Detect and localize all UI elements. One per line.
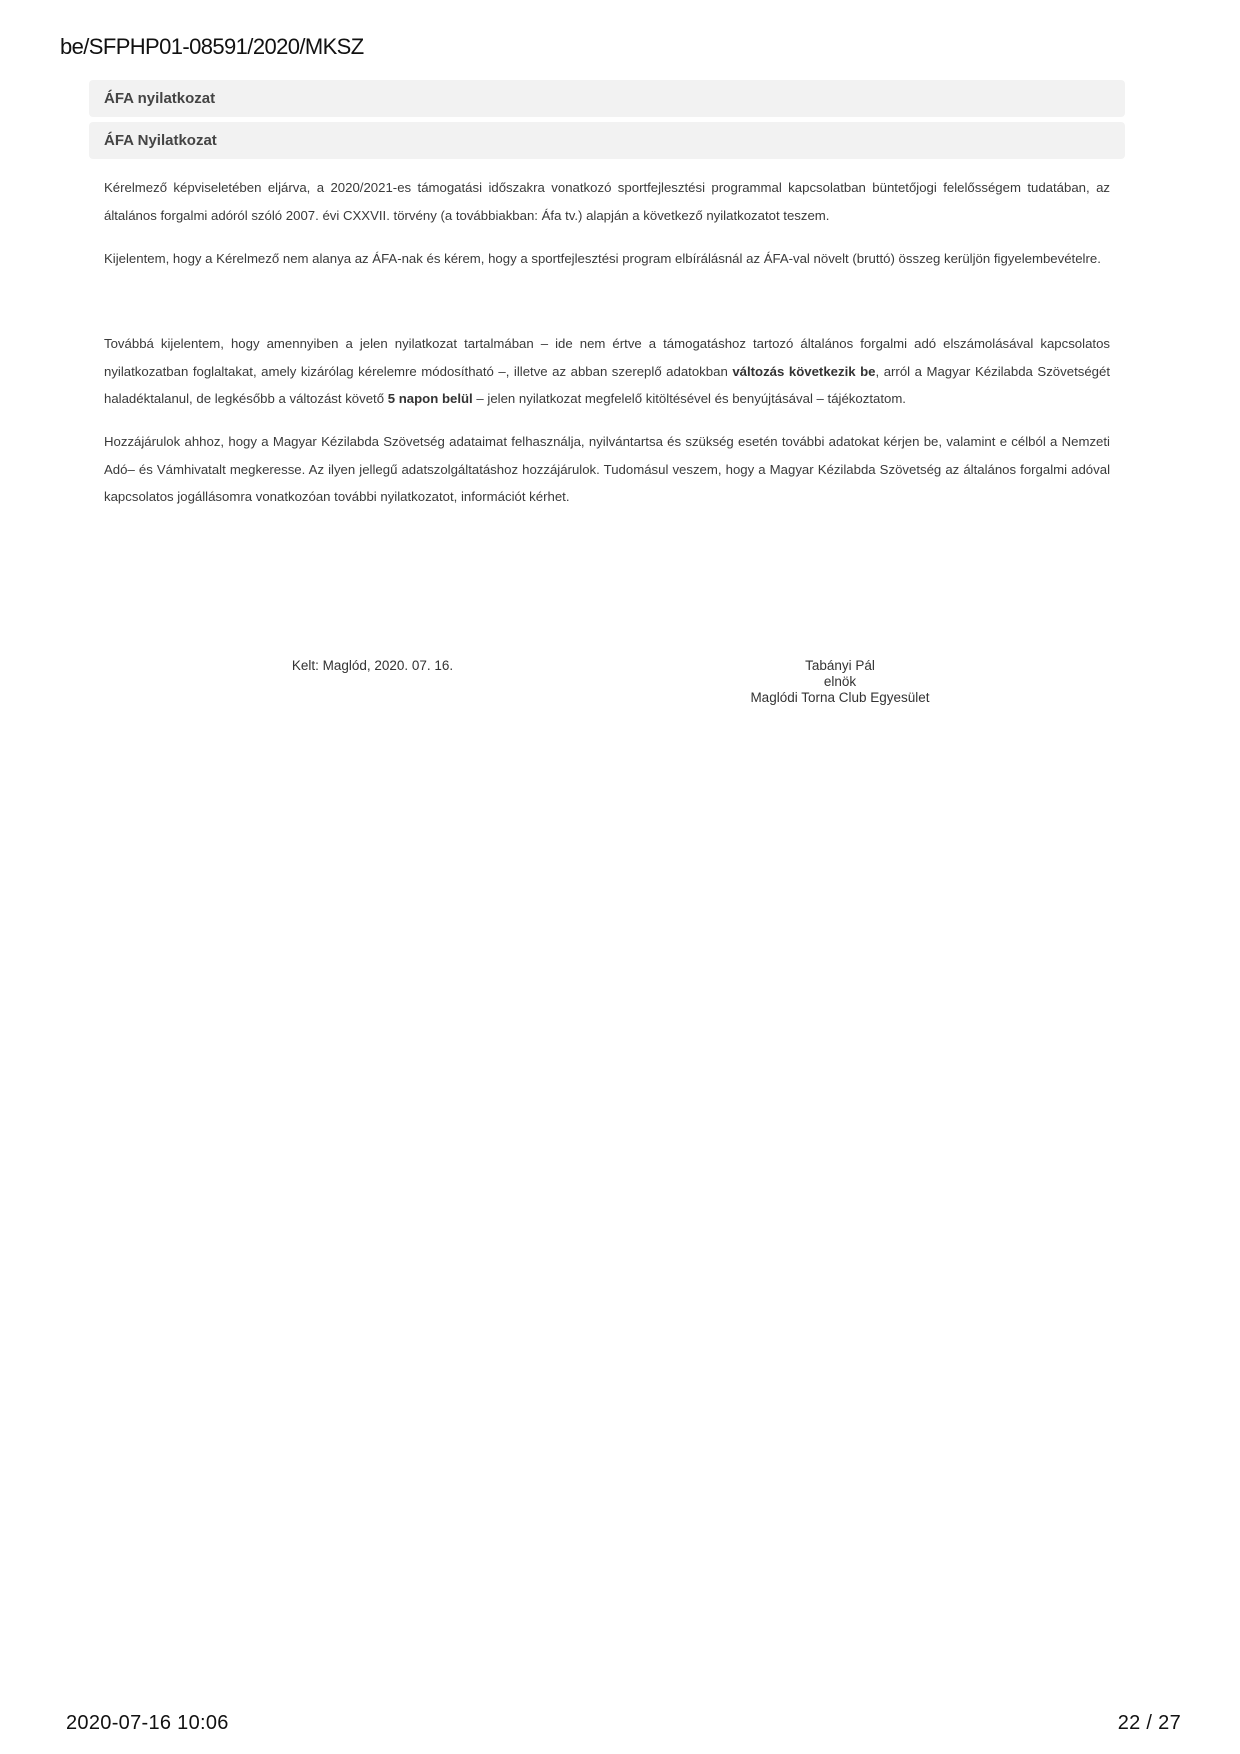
subsection-title-afa-nyilatkozat: ÁFA Nyilatkozat bbox=[89, 122, 1125, 159]
paragraph-3-part-1: Továbbá kijelentem, hogy amennyiben a jelen nyilatkozat tartalmában – ide nem értve a támogatáshoz tartozó általános forgalmi adó elszámolásával kapcsolatos nyilatkozatban foglaltakat, amely kizárólag kérelemre módosítható –, illetve az abban szereplő adatokban bbox=[104, 336, 1110, 379]
paragraph-data-consent bbox=[104, 428, 1110, 511]
paragraph-3-text bbox=[104, 330, 1110, 413]
paragraph-declaration-intro bbox=[104, 174, 1110, 229]
footer-timestamp: 2020-07-16 10:06 bbox=[66, 1712, 229, 1734]
paragraph-3-bold-change: változás következik be bbox=[732, 363, 876, 379]
document-id: be/SFPHP01-08591/2020/MKSZ bbox=[60, 34, 364, 59]
paragraph-3-bold-deadline: 5 napon belül bbox=[387, 391, 473, 406]
paragraph-4-text: Hozzájárulok ahhoz, hogy a Magyar Kézilabda Szövetség adataimat felhasználja, nyilvántartsa és szükség esetén további adatokat kérjen be, valamint e célból a Nemzeti Adó– és Vámhivatalt megkeresse. Az ilyen jellegű adatszolgáltatáshoz hozzájárulok. Tudomásul veszem, hogy a Magyar Kézilabda Szövetség az általános forgalmi adóval kapcsolatos jogállásomra vonatkozóan további nyilatkozatot, információt kérhet. bbox=[104, 434, 1110, 504]
signature-block bbox=[700, 658, 980, 706]
paragraph-vat-status bbox=[104, 245, 1110, 273]
paragraph-3-part-2: , arról a Magyar Kézilabda Szövetségét haladéktalanul, de legkésőbb a változást követő bbox=[104, 363, 1110, 406]
signatory-role: elnök bbox=[823, 674, 857, 689]
paragraph-2-text: Kijelentem, hogy a Kérelmező nem alanya az ÁFA-nak és kérem, hogy a sportfejlesztési program elbírálásnál az ÁFA-val növelt (bruttó) összeg kerüljön figyelembevételre. bbox=[104, 251, 1101, 266]
signatory-organization: Maglódi Torna Club Egyesület bbox=[750, 690, 930, 705]
place-and-date: Kelt: Maglód, 2020. 07. 16. bbox=[291, 658, 454, 673]
section-title-afa-nyilatkozat: ÁFA nyilatkozat bbox=[89, 80, 1125, 117]
paragraph-1-text: Kérelmező képviseletében eljárva, a 2020/2021-es támogatási időszakra vonatkozó sportfejlesztési programmal kapcsolatban büntetőjogi felelősségem tudatában, az általános forgalmi adóról szóló 2007. évi CXXVII. törvény (a továbbiakban: Áfa tv.) alapján a következő nyilatkozatot teszem. bbox=[104, 180, 1110, 223]
paragraph-3-part-3: – jelen nyilatkozat megfelelő kitöltésével és benyújtásával – tájékoztatom. bbox=[472, 391, 906, 406]
paragraph-change-notification bbox=[104, 330, 1110, 413]
footer-page-indicator: 22 / 27 bbox=[1117, 1712, 1181, 1734]
signatory-name: Tabányi Pál bbox=[805, 658, 875, 673]
